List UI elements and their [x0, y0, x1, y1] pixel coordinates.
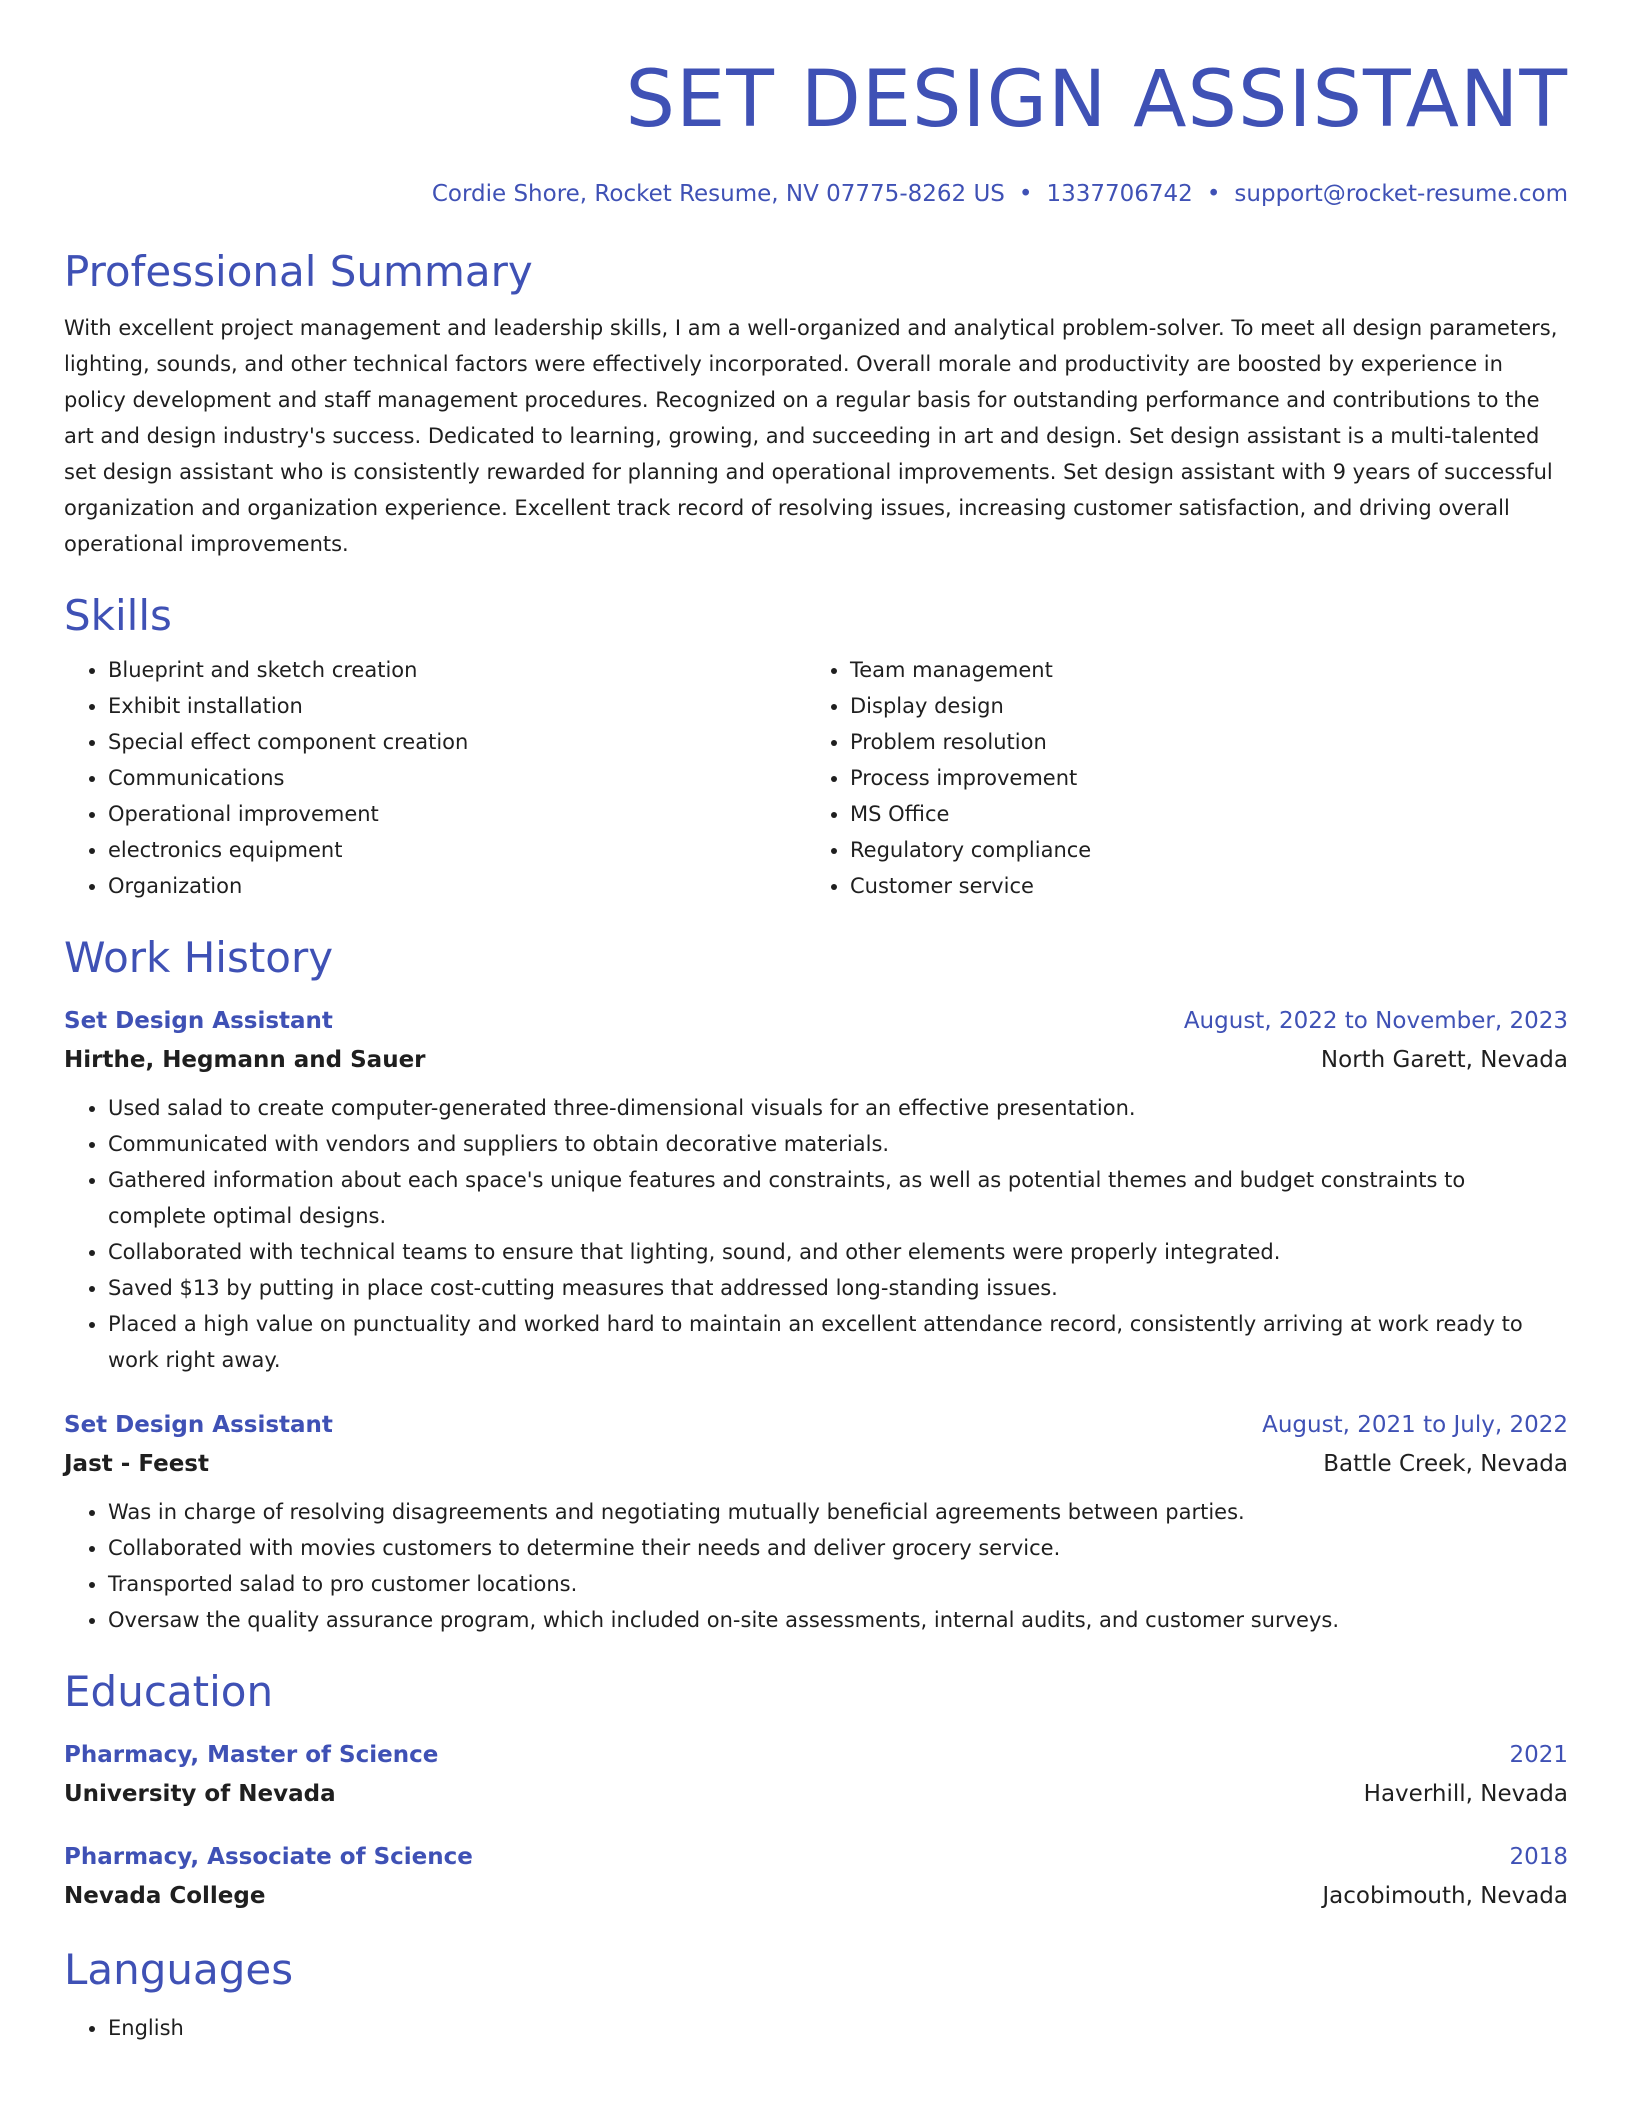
skill-item: • Operational improvement: [108, 796, 806, 832]
skill-item: • Display design: [850, 688, 1548, 724]
job-bullets: [64, 1494, 1568, 1638]
job-company-row: [64, 1040, 1568, 1080]
summary-heading: Professional Summary: [64, 247, 533, 296]
job-company: Hirthe, Hegmann and Sauer: [64, 1047, 426, 1073]
job-dates: August, 2022 to November, 2023: [1183, 1008, 1568, 1034]
education-heading: Education: [64, 1667, 274, 1716]
skills-left-list: [64, 652, 806, 904]
job-entry: [64, 1406, 1568, 1638]
resume-title: SET DESIGN ASSISTANT: [625, 55, 1568, 145]
skill-item: • Process improvement: [850, 760, 1548, 796]
contact-separator: •: [1206, 181, 1221, 207]
degree-year: 2021: [1509, 1742, 1568, 1768]
job-location: North Garett, Nevada: [1320, 1047, 1568, 1073]
skill-item: • Special effect component creation: [108, 724, 806, 760]
job-bullet: • Gathered information about each space's unique features and constraints, as well as potential themes and budget constraints to complete optimal designs.: [108, 1162, 1568, 1234]
school-row: [64, 1774, 1568, 1814]
job-location: Battle Creek, Nevada: [1323, 1451, 1568, 1477]
contact-phone: 1337706742: [1046, 181, 1193, 207]
job-role: Set Design Assistant: [64, 1412, 333, 1438]
job-bullet: • Placed a high value on punctuality and worked hard to maintain an excellent attendance record, consistently arriving at work ready to work right away.: [108, 1306, 1568, 1378]
job-bullet: • Collaborated with movies customers to determine their needs and deliver grocery service.: [108, 1530, 1568, 1566]
job-bullet: • Saved $13 by putting in place cost-cutting measures that addressed long-standing issues.: [108, 1270, 1568, 1306]
school-location: Jacobimouth, Nevada: [1322, 1883, 1568, 1909]
job-bullet: • Was in charge of resolving disagreements and negotiating mutually beneficial agreements between parties.: [108, 1494, 1568, 1530]
skills-right-list: [806, 652, 1548, 904]
skill-item: • Exhibit installation: [108, 688, 806, 724]
education-entry: [64, 1838, 1568, 1916]
contact-address: Cordie Shore, Rocket Resume, NV 07775-8262 US: [431, 181, 1005, 207]
skill-item: • Problem resolution: [850, 724, 1548, 760]
job-bullet: • Collaborated with technical teams to ensure that lighting, sound, and other elements were properly integrated.: [108, 1234, 1568, 1270]
degree-row: [64, 1838, 1568, 1876]
job-bullets: [64, 1090, 1568, 1378]
job-company-row: [64, 1444, 1568, 1484]
job-title-row: [64, 1406, 1568, 1444]
contact-email[interactable]: support@rocket-resume.com: [1234, 181, 1568, 207]
school-row: [64, 1876, 1568, 1916]
degree-row: [64, 1736, 1568, 1774]
skill-item: • Organization: [108, 868, 806, 904]
skill-item: • MS Office: [850, 796, 1548, 832]
skill-item: • Team management: [850, 652, 1548, 688]
languages-heading: Languages: [64, 1945, 294, 1994]
contact-line: [64, 178, 1568, 210]
skill-item: • Blueprint and sketch creation: [108, 652, 806, 688]
degree-year: 2018: [1509, 1844, 1568, 1870]
work-history-heading: Work History: [64, 933, 334, 982]
job-entry: [64, 1002, 1568, 1378]
job-bullet: • Oversaw the quality assurance program, which included on-site assessments, internal audits, and customer surveys.: [108, 1602, 1568, 1638]
languages-list: [64, 2010, 1568, 2046]
degree-name: Pharmacy, Associate of Science: [64, 1844, 473, 1870]
skill-item: • Customer service: [850, 868, 1548, 904]
school-location: Haverhill, Nevada: [1363, 1781, 1568, 1807]
skills-columns: [64, 652, 1568, 904]
job-bullet: • Communicated with vendors and suppliers to obtain decorative materials.: [108, 1126, 1568, 1162]
job-role: Set Design Assistant: [64, 1008, 333, 1034]
school-name: Nevada College: [64, 1883, 266, 1909]
language-item: • English: [108, 2010, 1568, 2046]
job-company: Jast - Feest: [64, 1451, 209, 1477]
contact-separator: •: [1018, 181, 1033, 207]
skills-heading: Skills: [64, 591, 172, 640]
job-title-row: [64, 1002, 1568, 1040]
job-dates: August, 2021 to July, 2022: [1262, 1412, 1568, 1438]
skill-item: • electronics equipment: [108, 832, 806, 868]
skill-item: • Regulatory compliance: [850, 832, 1548, 868]
skill-item: • Communications: [108, 760, 806, 796]
job-bullet: • Used salad to create computer-generated three-dimensional visuals for an effective presentation.: [108, 1090, 1568, 1126]
summary-text: With excellent project management and leadership skills, I am a well-organized and analytical problem-solver. To meet all design parameters, lighting, sounds, and other technical factors were effectively incorporated. Overall morale and productivity are boosted by experience in policy development and staff management procedures. Recognized on a regular basis for outstanding performance and contributions to the art and design industry's success. Dedicated to learning, growing, and succeeding in art and design. Set design assistant is a multi-talented set design assistant who is consistently rewarded for planning and operational improvements. Set design assistant with 9 years of successful organization and organization experience. Excellent track record of resolving issues, increasing customer satisfaction, and driving overall operational improvements.: [64, 316, 1558, 556]
degree-name: Pharmacy, Master of Science: [64, 1742, 439, 1768]
education-entry: [64, 1736, 1568, 1814]
school-name: University of Nevada: [64, 1781, 336, 1807]
job-bullet: • Transported salad to pro customer locations.: [108, 1566, 1568, 1602]
